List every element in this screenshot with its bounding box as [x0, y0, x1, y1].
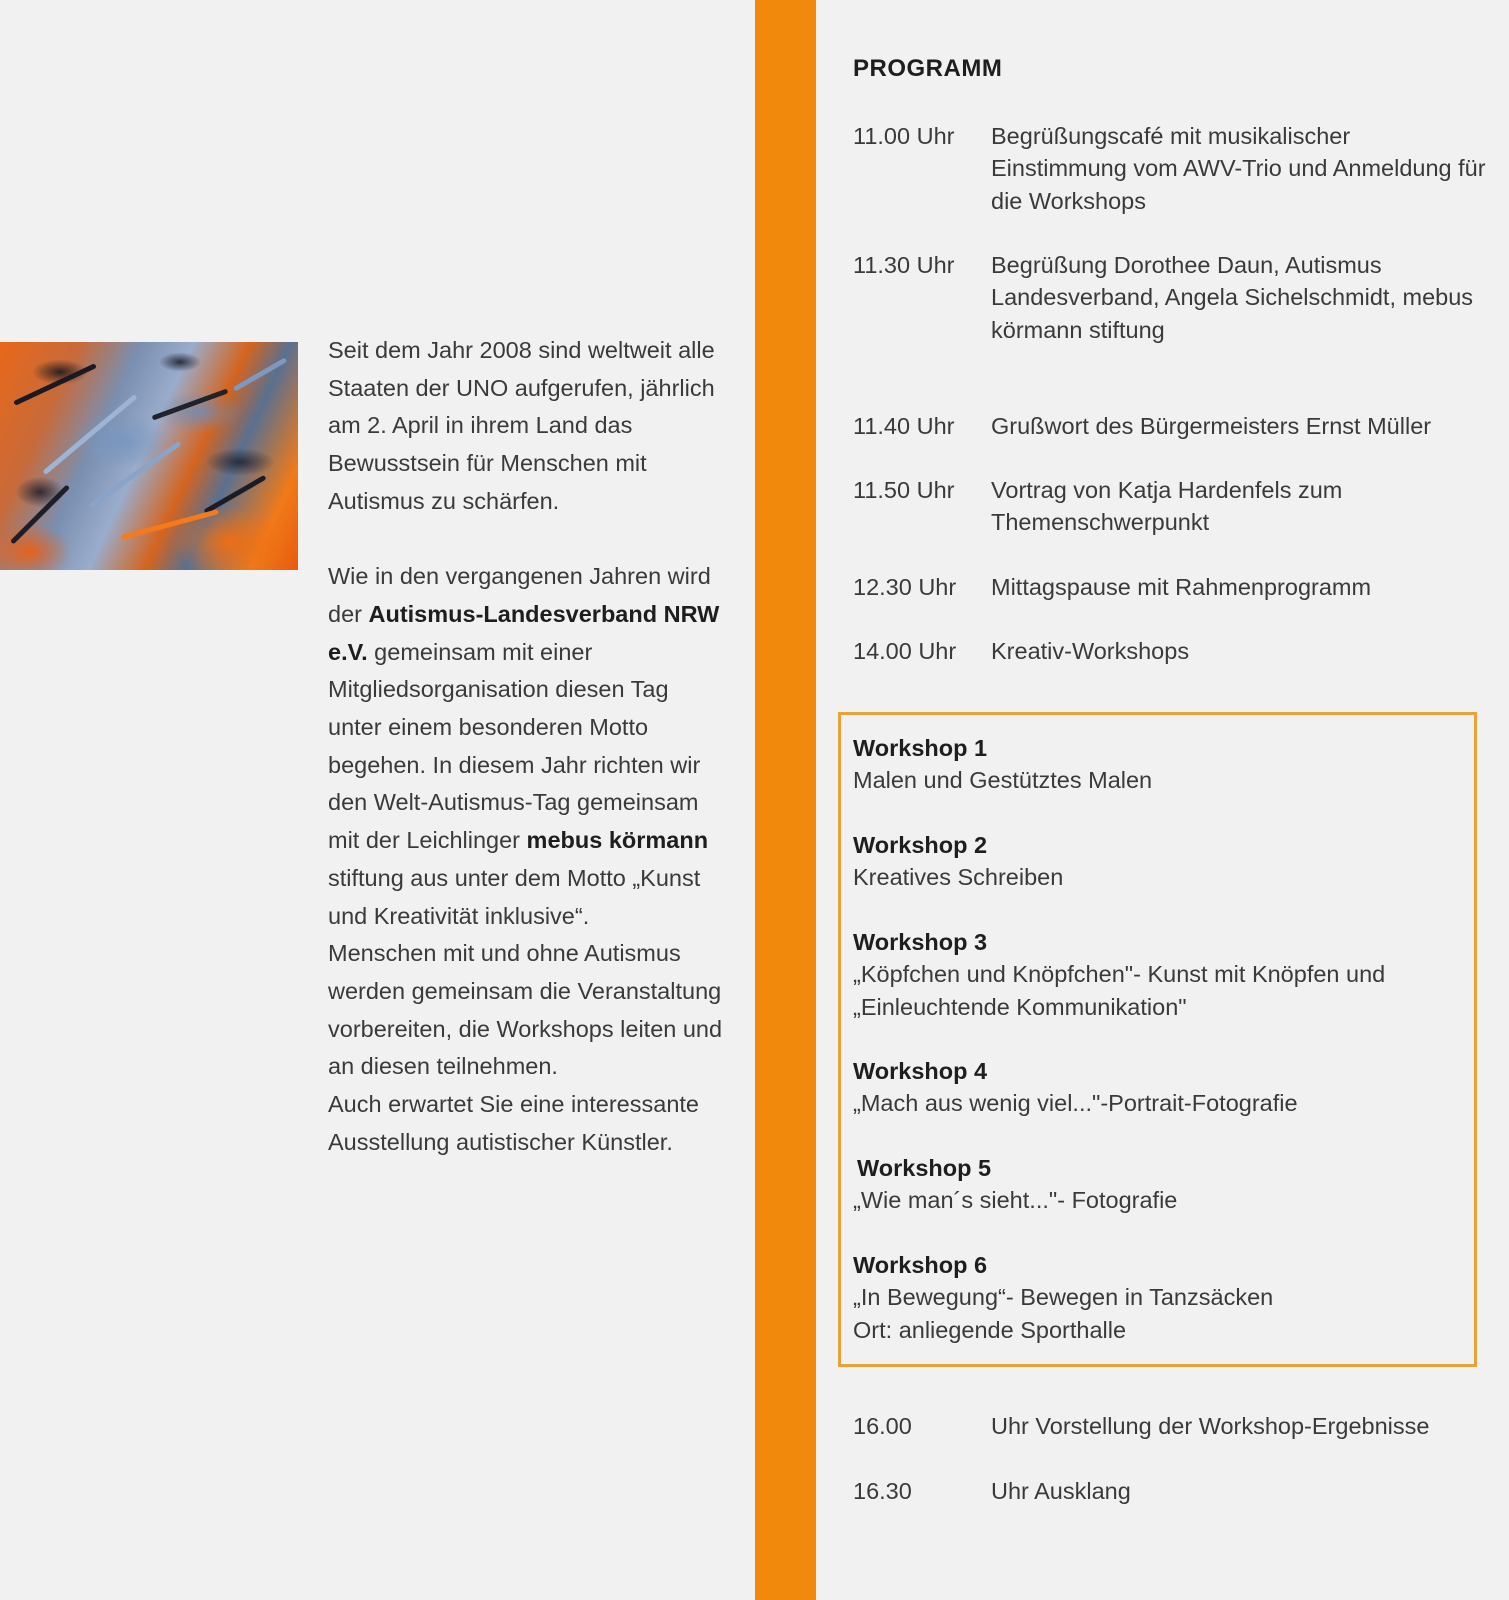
program-desc: Begrüßungscafé mit musikalischer Einstimmung vom AWV-Trio und Anmeldung für die Workshops [991, 123, 1486, 214]
intro-paragraph-4: Auch erwartet Sie eine interessante Ausstellung autistischer Künstler. [328, 1091, 699, 1155]
org-name-bold: Autismus-Landesverband NRW e.V. [328, 600, 720, 665]
workshop-line: „Köpfchen und Knöpfchen"- Kunst mit Knöpfen und [853, 961, 1386, 988]
workshop-line: „Einleuchtende Kommunikation" [853, 993, 1187, 1020]
workshop-item [853, 926, 1385, 1023]
program-time: 11.30 Uhr [853, 252, 955, 278]
workshop-item [853, 732, 1152, 797]
program-desc: Kreativ-Workshops [991, 638, 1190, 664]
program-desc: Vortrag von Katja Hardenfels zum Themenschwerpunkt [991, 477, 1343, 536]
workshop-item [853, 1055, 1298, 1120]
program-time: 16.30 [853, 1478, 912, 1504]
abstract-artwork-image [0, 342, 298, 570]
intro-text-fragment: Wie in den vergangenen Jahren wird der [328, 563, 711, 627]
program-desc: Uhr Ausklang [991, 1478, 1131, 1504]
workshop-line: Malen und Gestütztes Malen [853, 767, 1153, 794]
workshop-title: Workshop 1 [853, 735, 988, 761]
orange-divider-bar [755, 0, 816, 1600]
program-time: 11.50 Uhr [853, 477, 955, 503]
program-desc: Mittagspause mit Rahmenprogramm [991, 574, 1372, 600]
program-time: 11.40 Uhr [853, 413, 955, 439]
program-desc: Begrüßung Dorothee Daun, Autismus Landesverband, Angela Sichelschmidt, mebus körmann stiftung [991, 252, 1474, 343]
workshop-item [853, 1249, 1273, 1346]
program-desc: Uhr Vorstellung der Workshop-Ergebnisse [991, 1413, 1430, 1439]
program-desc: Grußwort des Bürgermeisters Ernst Müller [991, 413, 1432, 439]
workshop-item [853, 1152, 1177, 1217]
program-title: PROGRAMM [853, 55, 1003, 82]
workshop-title: Workshop 4 [853, 1058, 988, 1084]
intro-text-fragment: stiftung aus unter dem Motto „Kunst und Kreativität inklusive“. [328, 864, 701, 929]
intro-paragraph-2 [328, 558, 728, 935]
workshop-line: „In Bewegung“- Bewegen in Tanzsäcken [853, 1284, 1274, 1311]
intro-text-fragment: gemeinsam mit einer Mitgliedsorganisation diesen Tag unter einem besonderen Motto begehen. In diesem Jahr richten wir den Welt-Autismus-Tag gemeinsam mit der Leichlinger [328, 638, 701, 854]
workshop-title: Workshop 5 [857, 1155, 992, 1181]
workshop-line: „Mach aus wenig viel..."-Portrait-Fotografie [853, 1090, 1298, 1117]
workshop-line: Ort: anliegende Sporthalle [853, 1316, 1127, 1343]
workshop-title: Workshop 3 [853, 929, 988, 955]
intro-paragraph-3: Menschen mit und ohne Autismus werden gemeinsam die Veranstaltung vorbereiten, die Workshops leiten und an diesen teilnehmen. [328, 940, 723, 1080]
workshop-item [853, 829, 1063, 894]
workshop-line: „Wie man´s sieht..."- Fotografie [853, 1187, 1178, 1214]
program-time: 11.00 Uhr [853, 123, 955, 149]
program-time: 12.30 Uhr [853, 574, 957, 600]
workshop-title: Workshop 6 [853, 1252, 988, 1278]
program-time: 16.00 [853, 1413, 912, 1439]
intro-paragraph-1: Seit dem Jahr 2008 sind weltweit alle Staaten der UNO aufgerufen, jährlich am 2. April in ihrem Land das Bewusstsein für Menschen mit Autismus zu schärfen. [328, 337, 715, 514]
program-time: 14.00 Uhr [853, 638, 957, 664]
foundation-name-bold: mebus körmann [526, 827, 709, 854]
workshop-title: Workshop 2 [853, 832, 988, 858]
intro-text [328, 332, 728, 1161]
workshop-line: Kreatives Schreiben [853, 864, 1064, 891]
